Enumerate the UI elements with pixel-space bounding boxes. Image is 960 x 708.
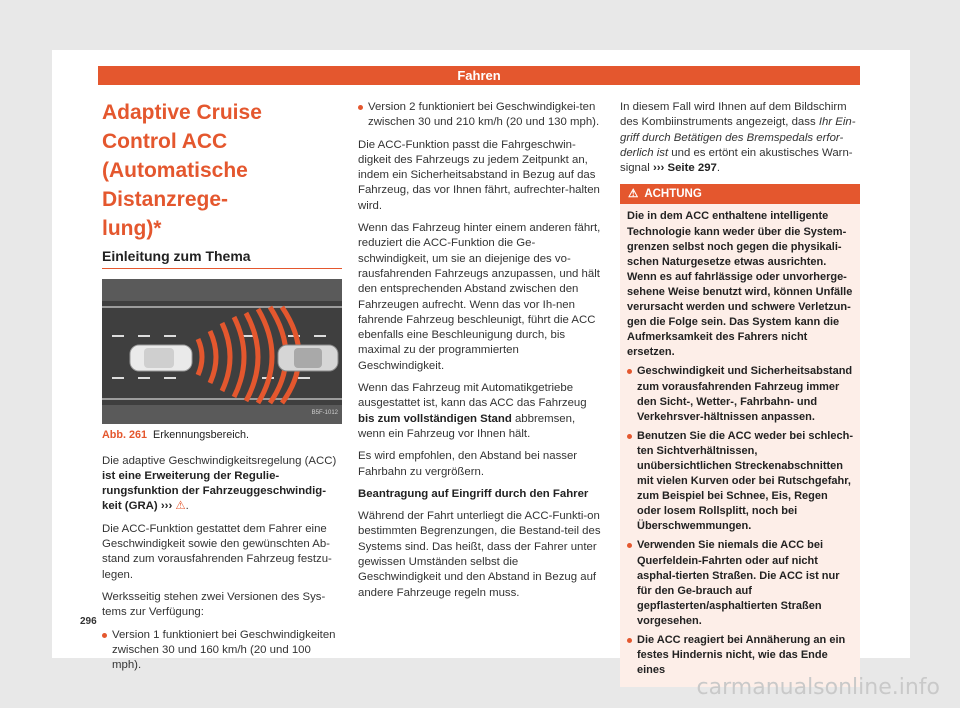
warning-body <box>620 204 860 687</box>
p6-text-a: Wenn das Fahrzeug mit Automatikgetriebe ausgestattet ist, kann das ACC das Fahrzeug <box>358 382 587 410</box>
figure-label: Abb. 261 <box>102 429 148 442</box>
page-number: 296 <box>80 616 97 627</box>
section-header: Fahren <box>98 66 860 85</box>
cross-ref-arrow[interactable]: ››› <box>160 500 173 513</box>
warning-intro: Die in dem ACC enthaltene intelligente Technologie kann weder über die System-grenzen selbst noch gegen die physikali-schen Naturgesetze etwas ausrichten. Wenn es auf fahrlässige oder unvorherge-sehene Weise benutzt wird, können Unfälle verursacht werden und schwere Verletzun-gen die Folge sein. Das System kann die Aufmerksamkeit des Fahrers nicht ersetzen. <box>627 210 853 359</box>
bullet-version-1: Version 1 funktioniert bei Geschwindigkeiten zwischen 30 und 160 km/h (20 und 100 mph). <box>102 628 342 674</box>
intro-bold: ist eine Erweiterung der Regulie-rungsfunktion der Fahrzeuggeschwindig-keit (GRA) <box>102 469 327 513</box>
column-2 <box>358 100 602 608</box>
paragraph-4: Die ACC-Funktion passt die Fahrgeschwin-digkeit des Fahrzeugs zu jedem Zeitpunkt an, indem ein Sicherheitsabstand in Bezug auf das Fahrzeug, das vor Ihnen fährt, aufrechter-halten wird. <box>358 138 600 212</box>
warning-header <box>620 184 860 204</box>
bullet-version-2: Version 2 funktioniert bei Geschwindigkei-ten zwischen 30 und 210 km/h (20 und 130 mph). <box>358 100 602 131</box>
warning-triangle-icon: ⚠ <box>628 188 639 201</box>
figure-acc-detection <box>102 279 342 424</box>
own-car <box>130 345 192 371</box>
paragraph-9 <box>620 100 860 176</box>
road-illustration <box>102 279 342 424</box>
p9-end: . <box>716 162 721 175</box>
title-line-2: (Automatische Distanzrege- <box>102 159 248 211</box>
column-3 <box>620 100 860 687</box>
car-ahead <box>278 345 338 371</box>
p9-text-b: und es ertönt ein akustisches Warn-signal <box>620 146 853 175</box>
paragraph-2: Die ACC-Funktion gestattet dem Fahrer eine Geschwindigkeit sowie den gewünschten Ab-stand zum vorausfahrenden Fahrzeug festzu-legen. <box>102 522 332 581</box>
figure-caption <box>102 428 342 443</box>
warning-heading: ACHTUNG <box>644 188 702 201</box>
page-reference-link[interactable]: ››› Seite 297 <box>652 162 717 175</box>
paragraph-3: Werksseitig stehen zwei Versionen des Sys-tems zur Verfügung: <box>102 590 326 619</box>
p9-italic: Ihr Ein-griff durch Betätigen des Bremspedals erfor-derlich ist <box>620 116 856 159</box>
warning-item: Die ACC reagiert bei Annäherung an ein festes Hindernis nicht, wie das Ende eines <box>627 633 854 678</box>
paragraph-6 <box>358 381 602 442</box>
subheading-driver-intervention <box>358 487 602 502</box>
paragraph-intro: Die adaptive Geschwindigkeitsregelung (ACC) ist eine Erweiterung der Regulie-rungsfunktion der Fahrzeuggeschwindig-keit (GRA) ››› ⚠. <box>102 454 337 513</box>
page-title <box>102 98 342 243</box>
watermark: carmanualsonline.info <box>696 675 940 700</box>
warning-item: Benutzen Sie die ACC weder bei schlech-ten Sichtverhältnissen, unübersichtlichen Streckenabschnitten mit vielen Kurven oder bei Rutschgefahr, zum Beispiel bei Schnee, Eis, Regen oder losem Rollsplitt, noch bei Überschwemmungen. <box>627 429 854 535</box>
manual-page <box>52 50 910 677</box>
title-line-1: Adaptive Cruise Control ACC <box>102 101 262 153</box>
p6-text-c: abbremsen, wenn ein Fahrzeug vor Ihnen hält. <box>358 412 576 440</box>
paragraph-8: Während der Fahrt unterliegt die ACC-Funkti-on bestimmten Begrenzungen, die Bestand-teil des Systems sind. Das heißt, dass der Fahrer unter gewissen Umständen selbst die Geschwindigkeit und den Abstand in Bezug auf andere Fahrzeuge regeln muss. <box>358 510 601 599</box>
warning-item: Verwenden Sie niemals die ACC bei Querfeldein-Fahrten oder auf nicht asphal-tierten Straßen. Die ACC ist nur für den Ge-brauch auf gepflasterten/asphaltierten Straßen vorgesehen. <box>627 538 854 629</box>
warning-item: Geschwindigkeit und Sicherheitsabstand zum vorausfahrenden Fahrzeug immer den Sicht-, Wetter-, Fahrbahn- und Verkehrsver-hältnissen anpassen. <box>627 364 854 424</box>
p9-text-a: In diesem Fall wird Ihnen auf dem Bildschirm des Kombiinstruments angezeigt, dass <box>620 101 847 129</box>
figure-caption-text: Erkennungsbereich. <box>153 429 250 442</box>
title-line-3: lung)* <box>102 217 162 240</box>
section-subtitle: Einleitung zum Thema <box>102 249 342 269</box>
warning-box <box>620 184 860 687</box>
warning-triangle-icon[interactable]: ⚠ <box>175 500 186 513</box>
figure-code: B5F-1012 <box>311 410 338 416</box>
column-1 <box>102 98 342 680</box>
subheading-text: Beantragung auf Eingriff durch den Fahrer <box>358 487 589 500</box>
intro-text: Die adaptive Geschwindigkeitsregelung (ACC) <box>102 454 337 467</box>
p6-bold: bis zum vollständigen Stand <box>358 412 512 425</box>
paragraph-7: Es wird empfohlen, den Abstand bei nasser Fahrbahn zu vergrößern. <box>358 450 578 478</box>
paragraph-5: Wenn das Fahrzeug hinter einem anderen fährt, reduziert die ACC-Funktion die Ge-schwindigkeit, um sie an diejenige des vo-rausfahrenden Fahrzeugs anzupassen, und hält den entsprechenden Abstand zwischen den Fahrzeugen aufrecht. Wenn das vor Ih-nen fahrende Fahrzeug beschleunigt, führt die ACC ebenfalls eine Beschleunigung durch, bis maximal zu der programmierten Geschwindigkeit. <box>358 222 601 372</box>
